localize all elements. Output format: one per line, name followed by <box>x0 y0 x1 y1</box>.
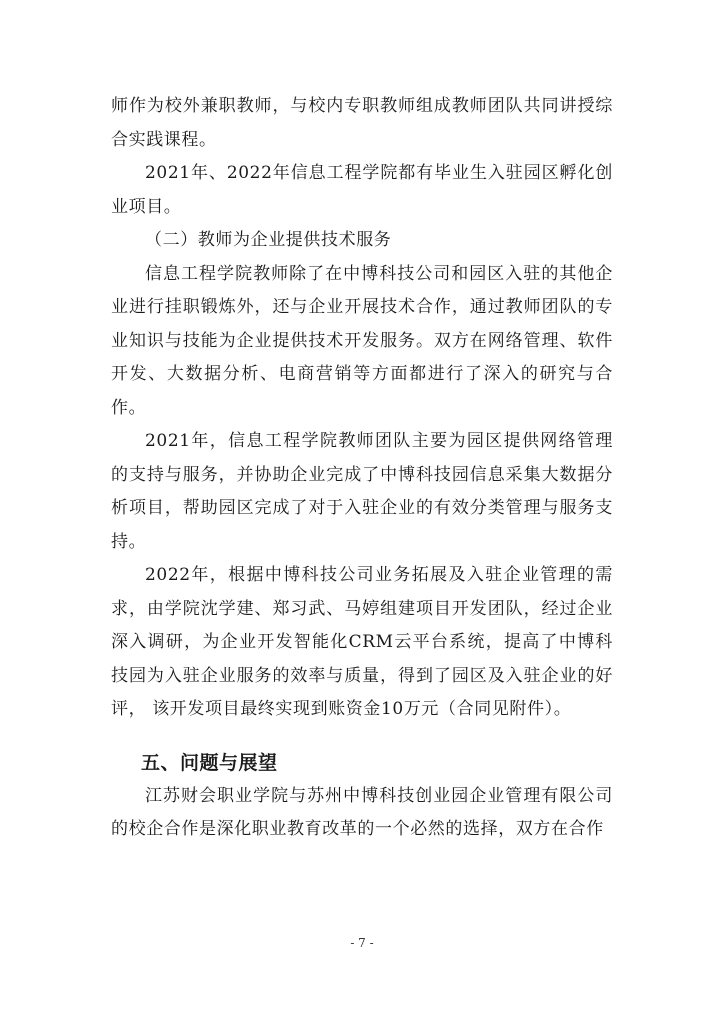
document-body <box>111 90 613 847</box>
section-heading-outlook: 五、问题与展望 <box>141 751 278 774</box>
paragraph-2021-services: 2021年，信息工程学院教师团队主要为园区提供网络管理的支持与服务，并协助企业完成了中博科技园信息采集大数据分析项目，帮助园区完成了对于入驻企业的有效分类管理与服务支持。 <box>111 431 613 552</box>
paragraph-services-intro: 信息工程学院教师除了在中博科技公司和园区入驻的其他企业进行挂职锻炼外，还与企业开展技术合作，通过教师团队的专业知识与技能为企业提供技术开发服务。双方在网络管理、软件开发、大数据分析、电商营销等方面都进行了深入的研究与合作。 <box>111 263 613 418</box>
subheading-teacher-services: （二）教师为企业提供技术服务 <box>145 230 392 250</box>
page-number: - 7 - <box>350 936 374 950</box>
paragraph-outlook: 江苏财会职业学院与苏州中博科技创业园企业管理有限公司的校企合作是深化职业教育改革的一个必然的选择，双方在合作 <box>111 785 613 839</box>
paragraph-2022-crm: 2022年，根据中博科技公司业务拓展及入驻企业管理的需求，由学院沈学建、郑习武、马婷组建项目开发团队，经过企业深入调研，为企业开发智能化CRM云平台系统，提高了中博科技园为入驻企业服务的效率与质量，得到了园区及入驻企业的好评， 该开发项目最终实现到账资金10万元（合同见附件）。 <box>111 565 613 719</box>
paragraph-incubation: 2021年、2022年信息工程学院都有毕业生入驻园区孵化创业项目。 <box>111 163 613 217</box>
paragraph-continuation: 师作为校外兼职教师，与校内专职教师组成教师团队共同讲授综合实践课程。 <box>111 96 613 150</box>
